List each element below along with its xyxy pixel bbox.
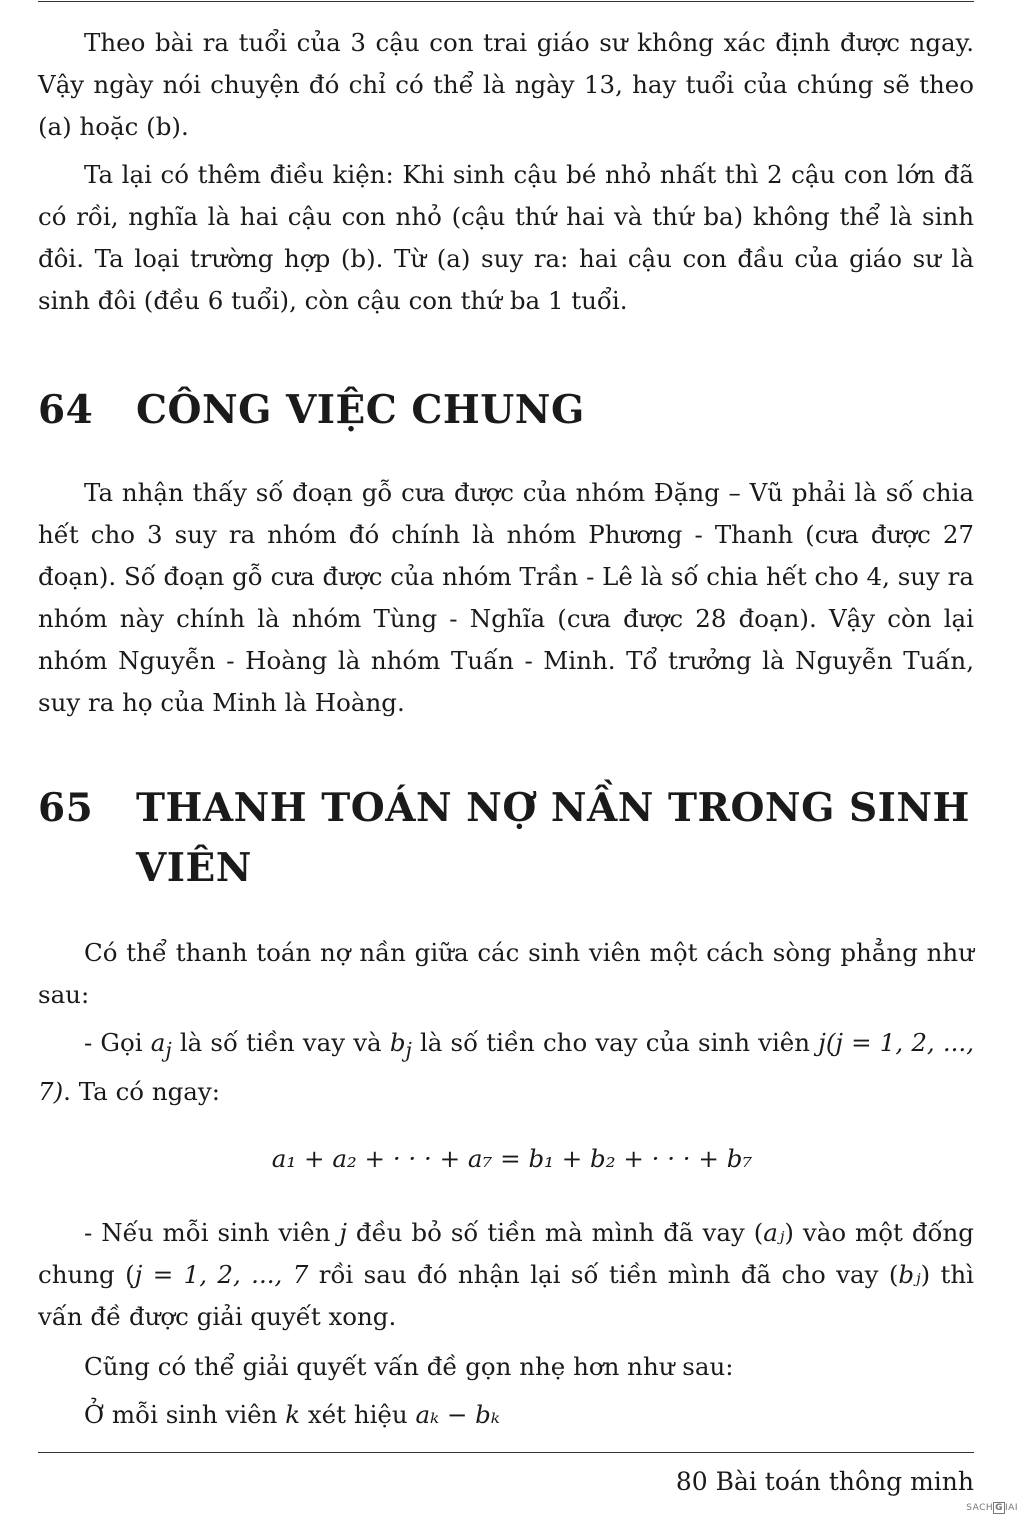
var-b-j: bⱼ [898, 1260, 921, 1289]
last-text-2: xét hiệu [300, 1400, 416, 1429]
var-a: a [150, 1028, 166, 1057]
section-65-title-line2: VIÊN [136, 845, 252, 891]
bullet2-text-5: ) thì vấn đề được giải quyết xong. [38, 1260, 974, 1331]
bullet2-text-3: ) vào một đống chung ( [38, 1218, 974, 1289]
watermark-right: IAI [1005, 1503, 1018, 1513]
paragraph-ages-conclusion: Theo bài ra tuổi của 3 cậu con trai giáo sư không xác định được ngay. Vậy ngày nói chuyện đó chỉ có thể là ngày 13, hay tuổi của chúng sẽ theo (a) hoặc (b). [38, 28, 974, 141]
var-a-j [150, 1028, 172, 1062]
bullet2-text-2: đều bỏ số tiền mà mình đã vay ( [346, 1218, 764, 1247]
section-65-intro: Có thể thanh toán nợ nần giữa các sinh viên một cách sòng phẳng như sau: [38, 938, 974, 1009]
sum-equation [0, 1138, 1024, 1180]
equation-rhs: b₁ + b₂ + · · · + b₇ [528, 1144, 753, 1173]
sub-j: j [405, 1037, 412, 1062]
var-j: j [339, 1218, 347, 1247]
section-65-last-line [38, 1394, 974, 1436]
index-range-expression: j(j = 1, 2, ..., 7) [38, 1028, 974, 1106]
bullet2-text-1: - Nếu mỗi sinh viên [84, 1218, 340, 1247]
watermark-box: G [995, 1503, 1004, 1513]
index-range: j = 1, 2, ..., 7 [134, 1260, 309, 1289]
paragraph-twins-condition: Ta lại có thêm điều kiện: Khi sinh cậu bé nhỏ nhất thì 2 cậu con lớn đã có rồi, nghĩa là hai cậu con nhỏ (cậu thứ hai và thứ ba) không thể là sinh đôi. Ta loại trường hợp (b). Từ (a) suy ra: hai cậu con đầu của giáo sư là sinh đôi (đều 6 tuổi), còn cậu con thứ ba 1 tuổi. [38, 160, 974, 315]
bullet2-text-4: rồi sau đó nhận lại số tiền mình đã cho vay ( [308, 1260, 899, 1289]
section-65-also: Cũng có thể giải quyết vấn đề gọn nhẹ hơn như sau: [84, 1352, 734, 1381]
last-text-1: Ở mỗi sinh viên [84, 1400, 286, 1429]
equation-lhs: a₁ + a₂ + · · · + a₇ [271, 1144, 493, 1173]
section-65-number: 65 [38, 785, 94, 831]
section-65-bullet-2 [38, 1212, 974, 1338]
var-a-j: aⱼ [763, 1218, 785, 1247]
difference-expression: aₖ − bₖ [415, 1400, 500, 1429]
section-65-title-line1: THANH TOÁN NỢ NẦN TRONG SINH [136, 785, 970, 831]
section-65-bullet-1 [38, 1022, 974, 1113]
section-64-heading [38, 380, 998, 440]
section-64-body: Ta nhận thấy số đoạn gỗ cưa được của nhóm Đặng – Vũ phải là số chia hết cho 3 suy ra nhóm đó chính là nhóm Phương - Thanh (cưa được 27 đoạn). Số đoạn gỗ cưa được của nhóm Trần - Lê là số chia hết cho 4, suy ra nhóm này chính là nhóm Tùng - Nghĩa (cưa được 28 đoạn). Vậy còn lại nhóm Nguyễn - Hoàng là nhóm Tuấn - Minh. Tổ trưởng là Nguyễn Tuấn, suy ra họ của Minh là Hoàng. [38, 478, 974, 717]
watermark-left: SACH [966, 1503, 994, 1513]
var-k: k [285, 1400, 301, 1429]
bullet1-text-2: là số tiền vay và [171, 1028, 390, 1057]
section-64-title: CÔNG VIỆC CHUNG [136, 387, 585, 433]
bullet1-text-4: . Ta có ngay: [63, 1076, 220, 1106]
sub-j: j [165, 1037, 172, 1062]
section-64-number: 64 [38, 387, 94, 433]
top-rule [38, 1, 974, 2]
bottom-rule [38, 1452, 974, 1453]
page-footer: 80 Bài toán thông minh [675, 1467, 974, 1496]
watermark-logo [966, 1502, 1018, 1514]
section-65-heading [38, 778, 998, 898]
var-b: b [389, 1028, 406, 1057]
equation-equals: = [492, 1144, 529, 1173]
bullet1-text-1: - Gọi [84, 1028, 151, 1057]
var-b-j [389, 1028, 412, 1062]
bullet1-text-3: là số tiền cho vay của sinh viên [411, 1028, 819, 1057]
